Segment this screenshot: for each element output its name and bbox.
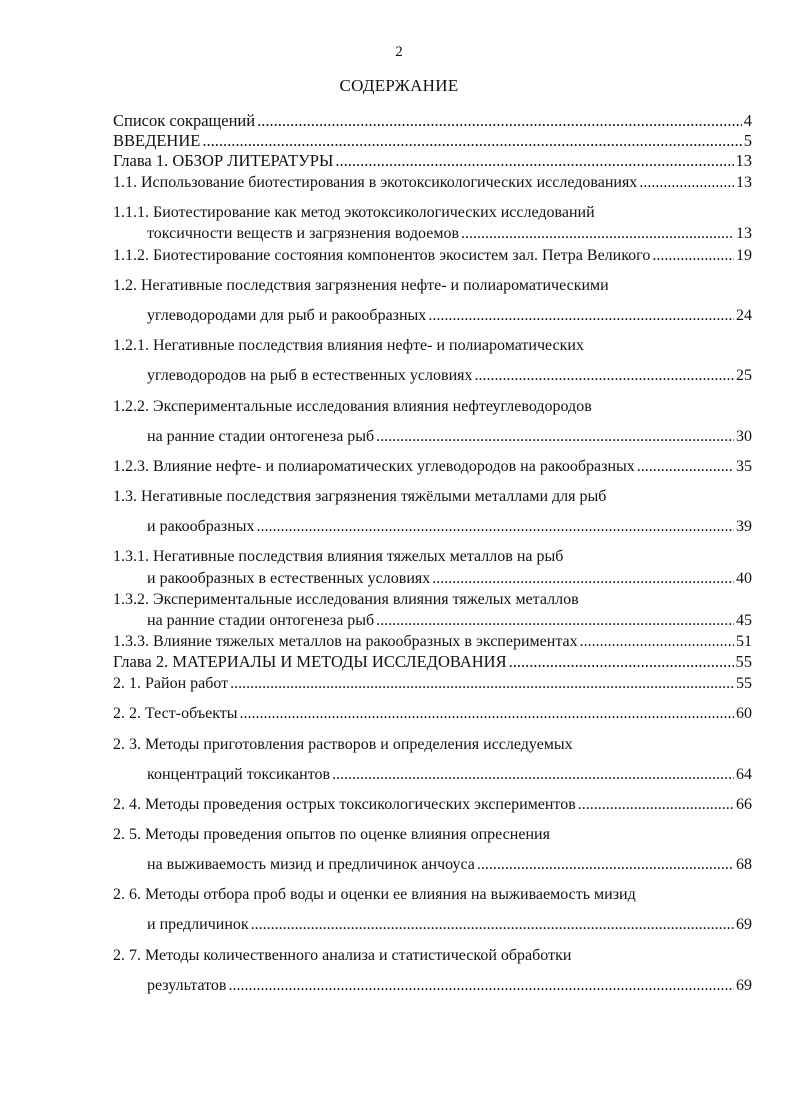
toc-entry-text: токсичности веществ и загрязнения водоемов [147, 225, 459, 242]
dot-leader [332, 765, 734, 785]
toc-entry-page: 60 [736, 705, 752, 722]
toc-entry-line-with-page [147, 855, 752, 875]
toc-entry-line-with-page [147, 517, 752, 537]
toc-entry-text: на ранние стадии онтогенеза рыб [147, 612, 375, 629]
toc-entry-page: 68 [736, 856, 752, 873]
toc-entry-page: 51 [736, 633, 752, 650]
toc-entry-text: Глава 2. МАТЕРИАЛЫ И МЕТОДЫ ИССЛЕДОВАНИЯ [113, 652, 507, 671]
dot-leader [637, 457, 734, 477]
toc-entry-text: Глава 1. ОБЗОР ЛИТЕРАТУРЫ [113, 151, 334, 170]
dot-leader [639, 173, 734, 193]
dot-leader [578, 795, 734, 815]
toc-entry-page: 69 [736, 916, 752, 933]
toc-entry-page: 30 [736, 428, 752, 445]
toc-entry-text: 1.2.1. Негативные последствия влияния нефте- и полиароматических [113, 337, 584, 354]
dot-leader [335, 151, 733, 171]
toc-entry-line-with-page [147, 569, 752, 589]
toc-entry-line-with-page [147, 976, 752, 996]
toc-entry-text: углеводородами для рыб и ракообразных [147, 307, 427, 324]
dot-leader [580, 632, 734, 652]
dot-leader [251, 915, 734, 935]
toc-entry-page: 24 [736, 307, 752, 324]
toc-entry-text: 1.1.1. Биотестирование как метод экотоксикологических исследований [113, 204, 595, 221]
toc-entry-text: и ракообразных в естественных условиях [147, 570, 431, 587]
toc-entry-text: 1.2.3. Влияние нефте- и полиароматических углеводородов на ракообразных [113, 458, 635, 475]
toc-entry-line-with-page [113, 674, 752, 694]
toc-entry-page: 39 [736, 518, 752, 535]
toc-entry-line-with-page [113, 151, 752, 171]
dot-leader [509, 652, 734, 672]
toc-entry-line-with-page [113, 704, 752, 724]
toc-entry-line-with-page [147, 611, 752, 631]
toc-entry-line-with-page [147, 765, 752, 785]
dot-leader [652, 246, 734, 266]
toc-entry-line [113, 547, 752, 567]
toc-entry-page: 64 [736, 766, 752, 783]
toc-entry-text: 1.1. Использование биотестирования в экотоксикологических исследованиях [113, 174, 638, 191]
toc-entry-text: 2. 4. Методы проведения острых токсикологических экспериментов [113, 796, 576, 813]
toc-entry-text: 1.3. Негативные последствия загрязнения тяжёлыми металлами для рыб [113, 488, 607, 505]
dot-leader [376, 427, 734, 447]
toc-entry-line [113, 946, 752, 966]
toc-entry-line-with-page [113, 652, 752, 672]
toc-entry-text: и ракообразных [147, 518, 255, 535]
toc-entry-page: 25 [736, 367, 752, 384]
toc-entry-text: 2. 3. Методы приготовления растворов и определения исследуемых [113, 736, 573, 753]
toc-entry-page: 13 [736, 225, 752, 242]
toc-entry-line-with-page [147, 915, 752, 935]
toc-entry-line-with-page [113, 632, 752, 652]
page-title: СОДЕРЖАНИЕ [339, 76, 459, 95]
toc-entry-line [113, 397, 752, 417]
toc-entry-line [113, 735, 752, 755]
toc-entry-line-with-page [113, 131, 752, 151]
dot-leader [477, 855, 734, 875]
dot-leader [202, 131, 741, 151]
toc-entry-text: 2. 1. Район работ [113, 675, 229, 692]
toc-entry-line-with-page [147, 366, 752, 386]
toc-entry-text: 2. 2. Тест-объекты [113, 705, 238, 722]
toc-entry-text: 1.3.1. Негативные последствия влияния тяжелых металлов на рыб [113, 548, 564, 565]
toc-entry-text: концентраций токсикантов [147, 766, 331, 783]
toc-entry-page: 45 [736, 612, 752, 629]
toc-entry-line [113, 276, 752, 296]
toc-entry-line-with-page [113, 173, 752, 193]
toc-entry-page: 55 [735, 652, 752, 671]
toc-entry-text: результатов [147, 977, 227, 994]
toc-entry-line [113, 203, 752, 223]
dot-leader [461, 224, 734, 244]
toc-entry-line [113, 487, 752, 507]
toc-entry-text: 2. 7. Методы количественного анализа и статистической обработки [113, 947, 572, 964]
dot-leader [475, 366, 735, 386]
toc-entry-text: 1.3.2. Экспериментальные исследования влияния тяжелых металлов [113, 591, 579, 608]
toc-entry-text: 2. 5. Методы проведения опытов по оценке влияния опреснения [113, 826, 550, 843]
toc-entry-line-with-page [147, 306, 752, 326]
toc-entry-text: 2. 6. Методы отбора проб воды и оценки ее влияния на выживаемость мизид [113, 886, 636, 903]
toc-entry-page: 55 [736, 675, 752, 692]
toc-entry-page: 19 [736, 247, 752, 264]
toc-entry-line-with-page [113, 246, 752, 266]
dot-leader [432, 569, 734, 589]
toc-entry-page: 69 [736, 977, 752, 994]
toc-entry-line-with-page [113, 457, 752, 477]
page-number: 2 [395, 44, 403, 60]
toc-entry-text: углеводородов на рыб в естественных условиях [147, 367, 473, 384]
dot-leader [230, 674, 734, 694]
toc-entry-line [113, 885, 752, 905]
toc-entry-page: 13 [736, 174, 752, 191]
toc-entry-page: 66 [736, 796, 752, 813]
toc-entry-line [113, 825, 752, 845]
toc-entry-page: 4 [743, 111, 752, 130]
toc-entry-text: Список сокращений [113, 111, 256, 130]
toc-entry-page: 40 [736, 570, 752, 587]
toc-entry-line-with-page [113, 795, 752, 815]
toc-entry-line-with-page [113, 111, 752, 131]
toc-entry-line-with-page [147, 224, 752, 244]
toc-entry-line-with-page [147, 427, 752, 447]
dot-leader [376, 611, 734, 631]
toc-entry-text: на ранние стадии онтогенеза рыб [147, 428, 375, 445]
toc-entry-page: 5 [743, 131, 752, 150]
toc-entry-line [113, 590, 752, 610]
toc-entry-text: и предличинок [147, 916, 249, 933]
dot-leader [240, 704, 734, 724]
toc-entry-text: 1.2.2. Экспериментальные исследования влияния нефтеуглеводородов [113, 398, 592, 415]
toc-entry-text: 1.2. Негативные последствия загрязнения нефте- и полиароматическими [113, 277, 609, 294]
toc-entry-text: ВВЕДЕНИЕ [113, 131, 201, 150]
dot-leader [257, 517, 735, 537]
toc-entry-line [113, 336, 752, 356]
toc-entry-text: на выживаемость мизид и предличинок анчоуса [147, 856, 475, 873]
dot-leader [228, 976, 734, 996]
dot-leader [428, 306, 734, 326]
dot-leader [257, 111, 742, 131]
toc-entry-text: 1.1.2. Биотестирование состояния компонентов экосистем зал. Петра Великого [113, 247, 651, 264]
toc-entry-text: 1.3.3. Влияние тяжелых металлов на ракообразных в экспериментах [113, 633, 578, 650]
toc-entry-page: 35 [736, 458, 752, 475]
toc-entry-page: 13 [735, 151, 752, 170]
